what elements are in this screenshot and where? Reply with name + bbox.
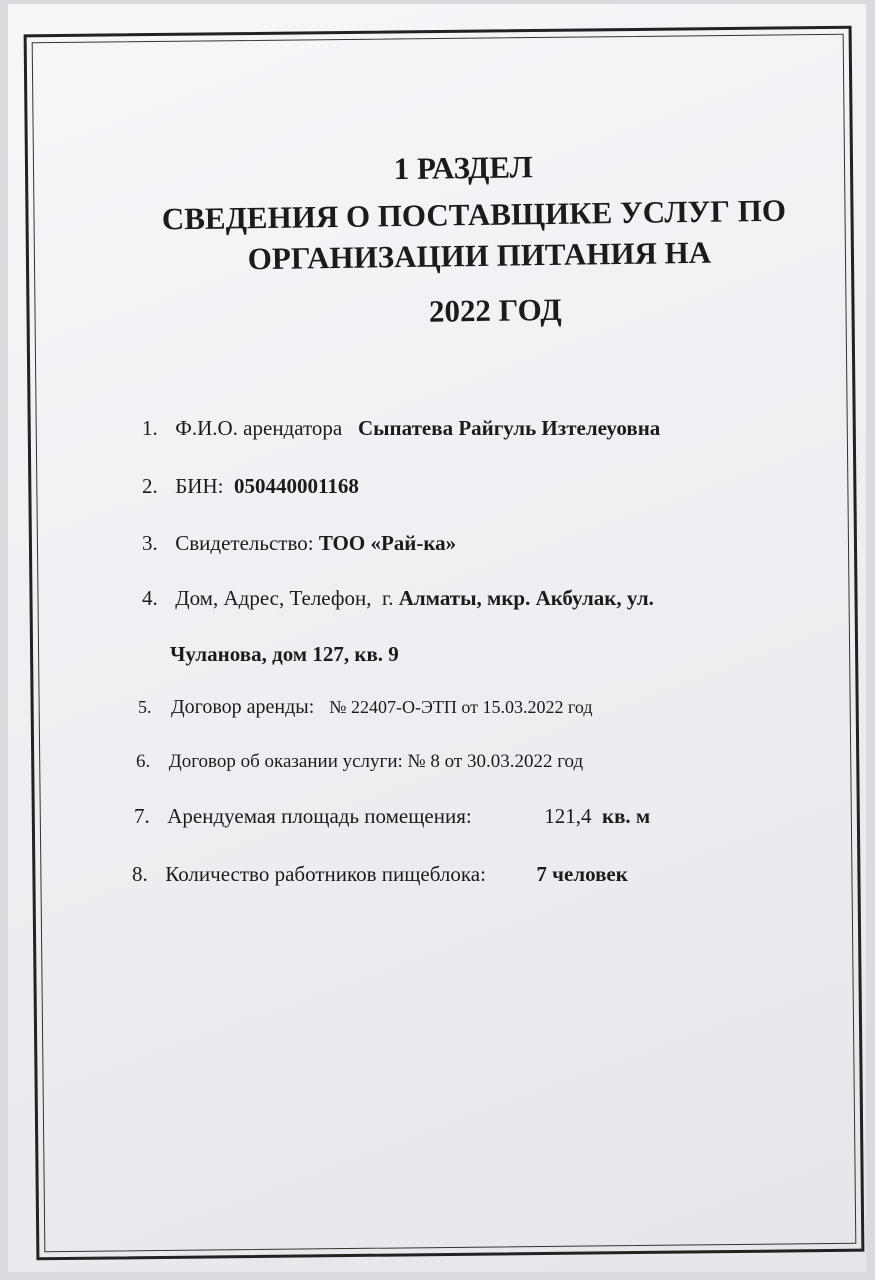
item-7-unit: кв. м — [601, 804, 651, 828]
item-5-label: Договор аренды: — [171, 696, 315, 718]
item-4-value-line2: Чуланова, дом 127, кв. 9 — [170, 642, 399, 666]
item-1-value: Сыпатева Райгуль Изтелеуовна — [358, 416, 661, 440]
item-8-label: Количество работников пищеблока: — [165, 862, 486, 886]
item-4-label: Дом, Адрес, Телефон, — [175, 586, 372, 610]
item-6-value: № 8 от 30.03.2022 год — [407, 751, 584, 772]
section-title: 1 РАЗДЕЛ — [393, 149, 533, 187]
item-6: 6. Договор об оказании услуги: № 8 от 30.03.2022 год — [136, 751, 584, 772]
item-2: 2. БИН: 050440001168 — [142, 474, 359, 498]
item-4-prefix: г. — [381, 586, 394, 610]
item-5: 5. Договор аренды: № 22407-О-ЭТП от 15.03.2022 год — [138, 696, 593, 718]
item-8-value: 7 человек — [536, 862, 628, 886]
item-5-value: № 22407-О-ЭТП от 15.03.2022 год — [329, 697, 593, 717]
item-7-value: 121,4 — [544, 804, 592, 828]
item-7: 7. Арендуемая площадь помещения: 121,4 кв. м — [134, 804, 651, 828]
item-1: 1. Ф.И.О. арендатора Сыпатева Райгуль Изтелеуовна — [142, 416, 661, 440]
item-1-label: Ф.И.О. арендатора — [175, 416, 343, 440]
document-heading — [48, 143, 840, 338]
item-6-label: Договор об оказании услуги: — [168, 751, 403, 772]
item-8: 8. Количество работников пищеблока: 7 человек — [132, 862, 628, 886]
item-3-label: Свидетельство: — [175, 531, 314, 555]
item-4: 4. Дом, Адрес, Телефон, г. Алматы, мкр. Акбулак, ул. — [142, 586, 654, 610]
item-3: 3. Свидетельство: ТОО «Рай-ка» — [142, 531, 457, 555]
item-2-label: БИН: — [175, 474, 224, 498]
item-7-label: Арендуемая площадь помещения: — [167, 804, 472, 828]
item-4-value: Алматы, мкр. Акбулак, ул. — [398, 586, 654, 610]
item-4-continued — [170, 642, 399, 667]
item-3-value: ТОО «Рай-ка» — [318, 531, 457, 555]
heading-line-2: ОРГАНИЗАЦИИ ПИТАНИЯ НА — [247, 234, 712, 277]
document-content — [48, 143, 840, 338]
document-page — [8, 4, 866, 1272]
item-2-value: 050440001168 — [233, 474, 359, 498]
heading-line-1: СВЕДЕНИЯ О ПОСТАВЩИКЕ УСЛУГ ПО — [161, 192, 787, 237]
heading-year: 2022 ГОД — [428, 291, 562, 329]
